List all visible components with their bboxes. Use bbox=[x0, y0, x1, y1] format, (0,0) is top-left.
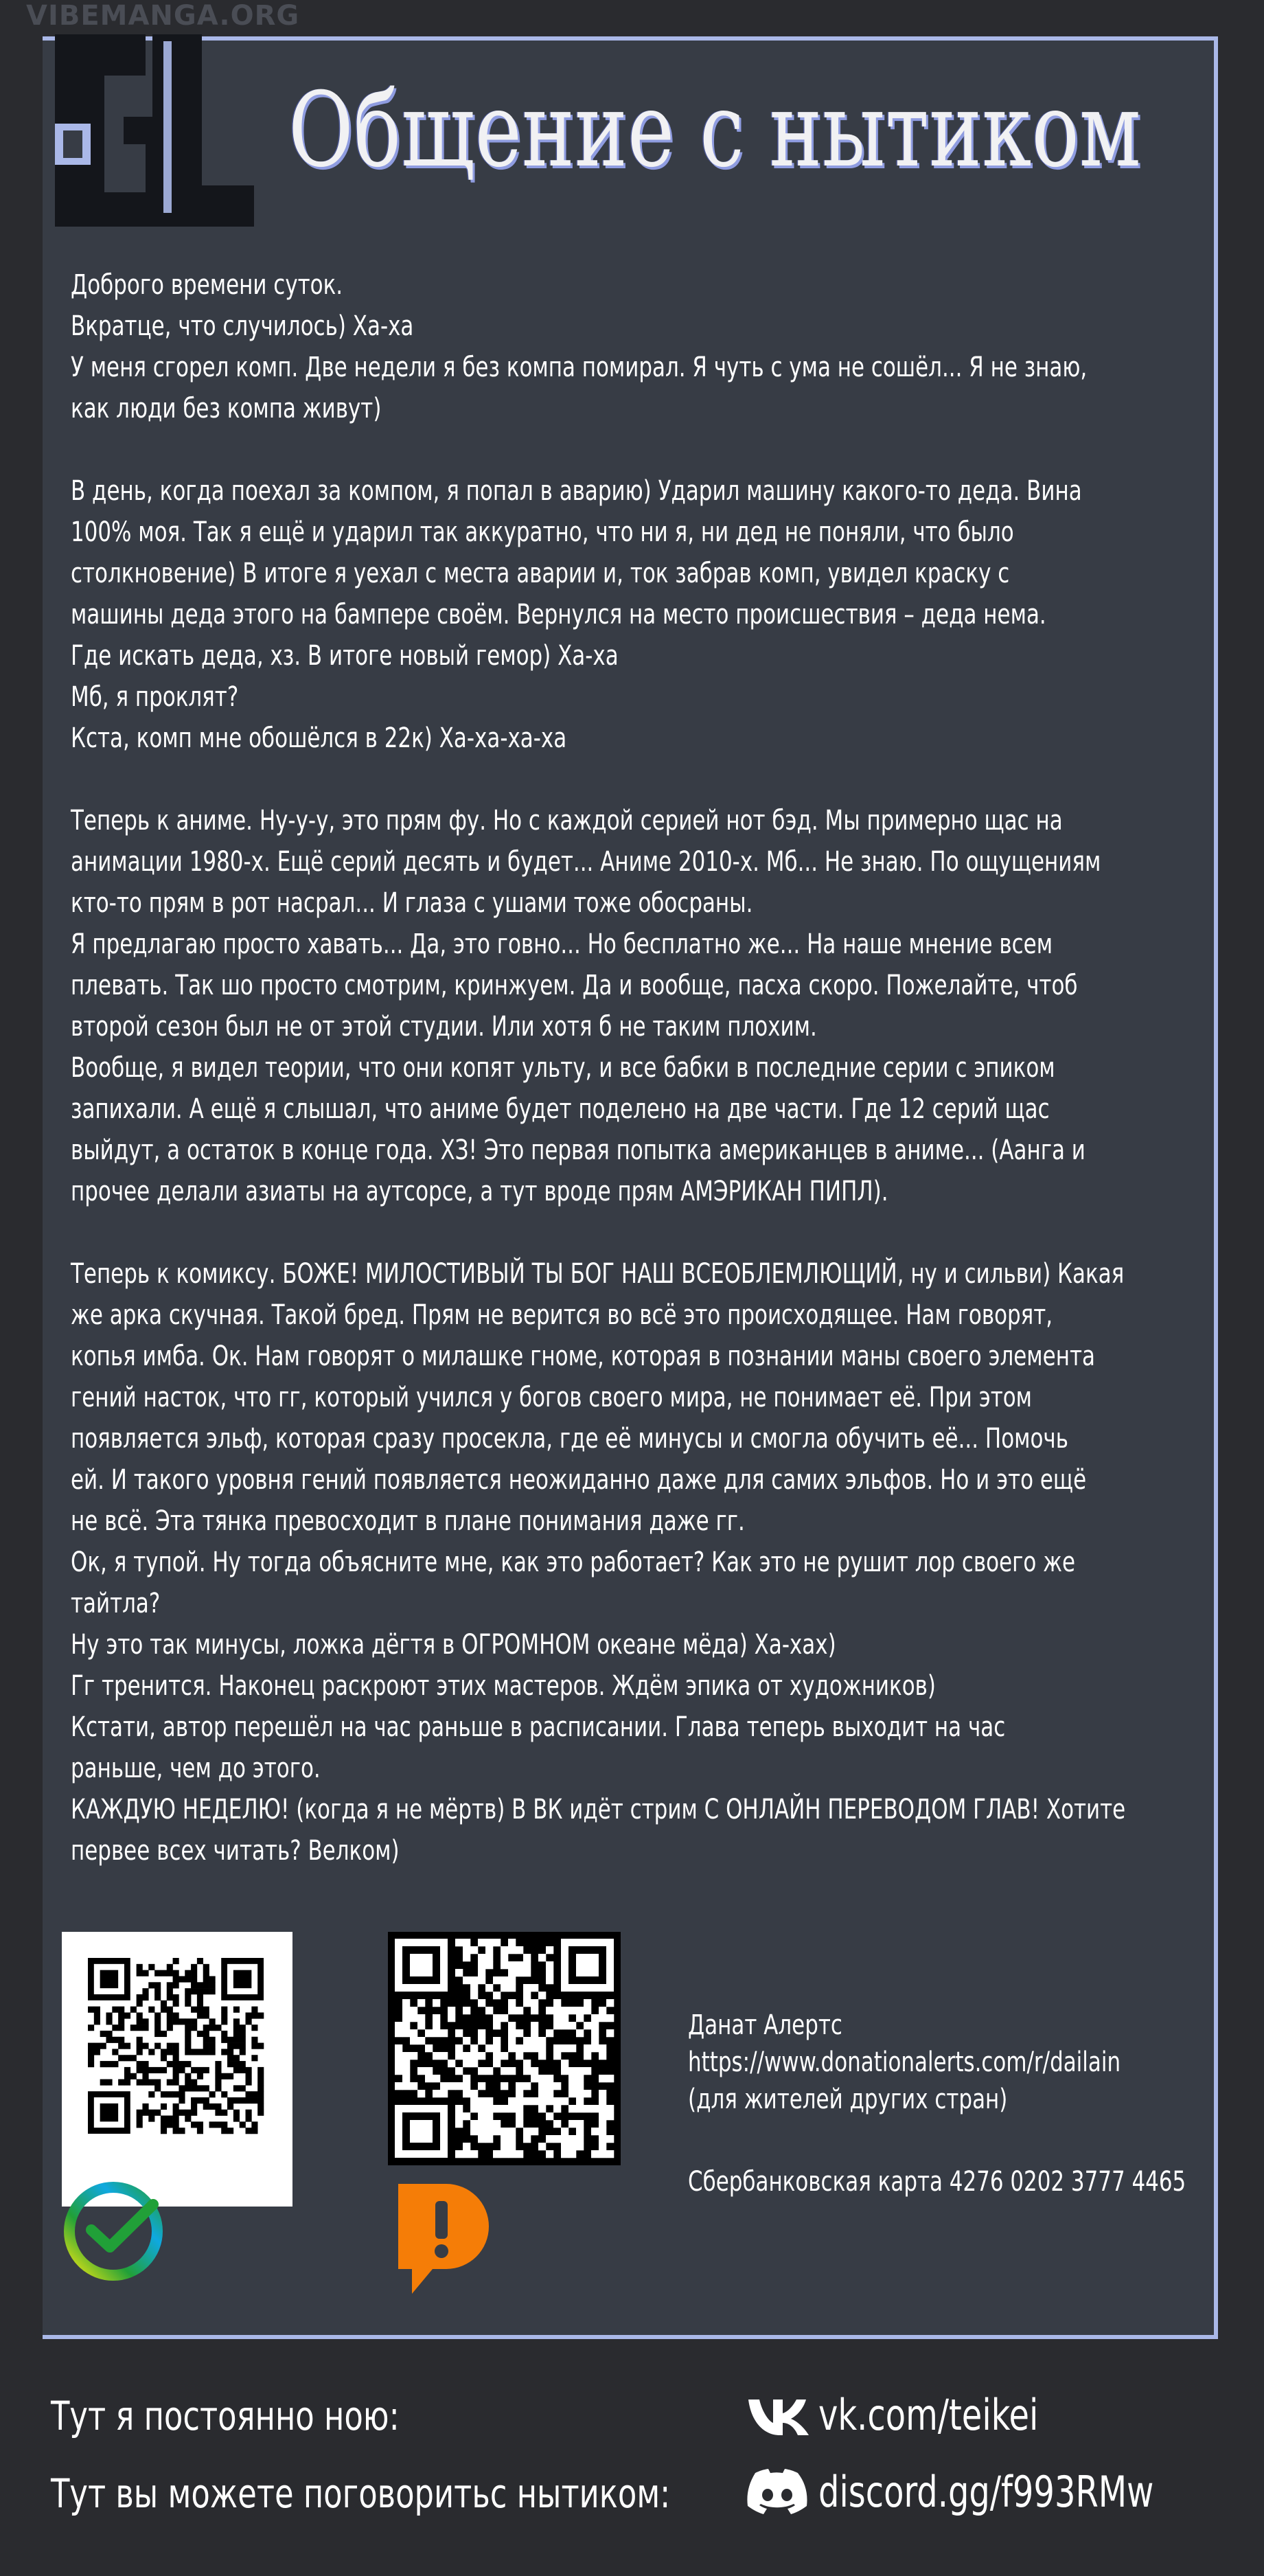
donationalerts-logo-icon bbox=[384, 2177, 498, 2301]
body-line: Теперь к комиксу. БОЖЕ! МИЛОСТИВЫЙ ТЫ БОГ НАШ ВСЕОБЛЕМЛЮЩИЙ, ну и сильви) Какая bbox=[71, 1258, 1125, 1290]
qr-code-icon bbox=[62, 1932, 292, 2207]
body-line: Ок, я тупой. Ну тогда объясните мне, как это работает? Как это не рушит лор своего же bbox=[71, 1547, 1076, 1578]
body-line: раньше, чем до этого. bbox=[71, 1753, 321, 1784]
donation-url[interactable]: https://www.donationalerts.com/r/dailain bbox=[688, 2047, 1121, 2078]
discord-icon[interactable] bbox=[747, 2469, 807, 2517]
body-line: столкновение) В итоге я уехал с места аварии и, ток забрав комп, увидел краску с bbox=[71, 558, 1010, 589]
body-line: же арка скучная. Такой бред. Прям не верится во всё это происходящее. Нам говорят, bbox=[71, 1299, 1053, 1331]
body-line: Доброго времени суток. bbox=[71, 269, 343, 301]
body-line: второй сезон был не от этой студии. Или хотя б не таким плохим. bbox=[71, 1011, 817, 1042]
sberbank-qr-code[interactable] bbox=[62, 1932, 292, 2207]
discord-label: Тут вы можете поговоритьс нытиком: bbox=[51, 2470, 671, 2517]
body-line: ей. И такого уровня гений появляется неожиданно даже для самих эльфов. Но и это ещё bbox=[71, 1464, 1087, 1496]
body-line: выйдут, а остаток в конце года. ХЗ! Это первая попытка американцев в аниме... (Аанга и bbox=[71, 1135, 1085, 1166]
body-line: Где искать деда, хз. В итоге новый гемор) Ха-ха bbox=[71, 640, 619, 672]
body-line bbox=[71, 429, 1210, 470]
vk-icon[interactable] bbox=[747, 2397, 810, 2437]
body-line: Гг тренится. Наконец раскроют этих мастеров. Ждём эпика от художников) bbox=[71, 1670, 936, 1702]
donationalerts-qr-code[interactable] bbox=[388, 1932, 621, 2165]
body-line: Кста, комп мне обошёлся в 22к) Ха-ха-ха-ха bbox=[71, 722, 567, 754]
body-line: 100% моя. Так я ещё и ударил так аккуратно, что ни я, ни дед не поняли, что было bbox=[71, 516, 1014, 548]
body-line: В день, когда поехал за компом, я попал в аварию) Ударил машину какого-то деда. Вина bbox=[71, 475, 1082, 507]
donation-info bbox=[688, 2007, 1121, 2118]
body-line: У меня сгорел комп. Две недели я без компа помирал. Я чуть с ума не сошёл... Я не знаю, bbox=[71, 352, 1088, 383]
body-line: тайтла? bbox=[71, 1588, 161, 1619]
watermark: VIBEMANGA.ORG bbox=[26, 0, 300, 32]
body-line: первее всех читать? Велком) bbox=[71, 1835, 400, 1867]
body-line: гений насток, что гг, который учился у богов своего мира, не понимает её. При этом bbox=[71, 1382, 1033, 1413]
vk-link[interactable]: vk.com/teikei bbox=[818, 2390, 1039, 2440]
donation-note: (для жителей других стран) bbox=[688, 2084, 1008, 2115]
body-line: прочее делали азиаты на аутсорсе, а тут вроде прям АМЭРИКАН ПИПЛ). bbox=[71, 1176, 888, 1207]
body-line: копья имба. Ок. Нам говорят о милашке гноме, которая в познании маны своего элемента bbox=[71, 1341, 1095, 1372]
body-line bbox=[71, 759, 1210, 800]
message-body bbox=[71, 264, 1210, 1871]
body-line: появляется эльф, которая сразу просекла, где её минусы и смогла обучить её... Помочь bbox=[71, 1423, 1068, 1455]
body-line bbox=[71, 1212, 1210, 1253]
body-line: Вообще, я видел теории, что они копят ульту, и все бабки в последние серии с эпиком bbox=[71, 1052, 1055, 1084]
body-line: Я предлагаю просто хавать... Да, это говно... Но бесплатно же... На наше мнение всем bbox=[71, 928, 1053, 960]
body-line: анимации 1980-х. Ещё серий десять и будет... Аниме 2010-х. Мб... Не знаю. По ощущениям bbox=[71, 846, 1101, 878]
body-line: плевать. Так шо просто смотрим, кринжуем. Да и вообще, пасха скоро. Пожелайте, чтоб bbox=[71, 970, 1078, 1001]
body-line: не всё. Эта тянка превосходит в плане понимания даже гг. bbox=[71, 1505, 745, 1537]
body-line: машины деда этого на бампере своём. Вернулся на место происшествия – деда нема. bbox=[71, 599, 1046, 630]
body-line: Теперь к аниме. Ну-у-у, это прям фу. Но с каждой серией нот бэд. Мы примерно щас на bbox=[71, 805, 1063, 836]
body-line: Кстати, автор перешёл на час раньше в расписании. Глава теперь выходит на час bbox=[71, 1711, 1006, 1743]
discord-link[interactable]: discord.gg/f993RMw bbox=[818, 2467, 1154, 2517]
body-line: запихали. А ещё я слышал, что аниме будет поделено на две части. Где 12 серий щас bbox=[71, 1093, 1050, 1125]
body-line: кто-то прям в рот насрал... И глаза с ушами тоже обосраны. bbox=[71, 887, 753, 919]
body-line: Ну это так минусы, ложка дёгтя в ОГРОМНОМ океане мёда) Ха-хах) bbox=[71, 1629, 836, 1661]
body-line: Мб, я проклят? bbox=[71, 681, 239, 713]
qr-code-icon bbox=[388, 1932, 621, 2165]
sberbank-card: Сбербанковская карта 4276 0202 3777 4465 bbox=[688, 2166, 1186, 2198]
donation-name: Данат Алертс bbox=[688, 2009, 842, 2041]
body-line: КАЖДУЮ НЕДЕЛЮ! (когда я не мёртв) В ВК идёт стрим С ОНЛАЙН ПЕРЕВОДОМ ГЛАВ! Хотите bbox=[71, 1794, 1126, 1825]
sberbank-logo-icon bbox=[60, 2178, 167, 2285]
body-line: как люди без компа живут) bbox=[71, 393, 382, 424]
page-title: Общение с нытиком bbox=[288, 71, 1141, 190]
body-line: Вкратце, что случилось) Ха-ха bbox=[71, 310, 414, 342]
vk-label: Тут я постоянно ною: bbox=[51, 2393, 400, 2439]
gl-logo bbox=[43, 27, 255, 233]
